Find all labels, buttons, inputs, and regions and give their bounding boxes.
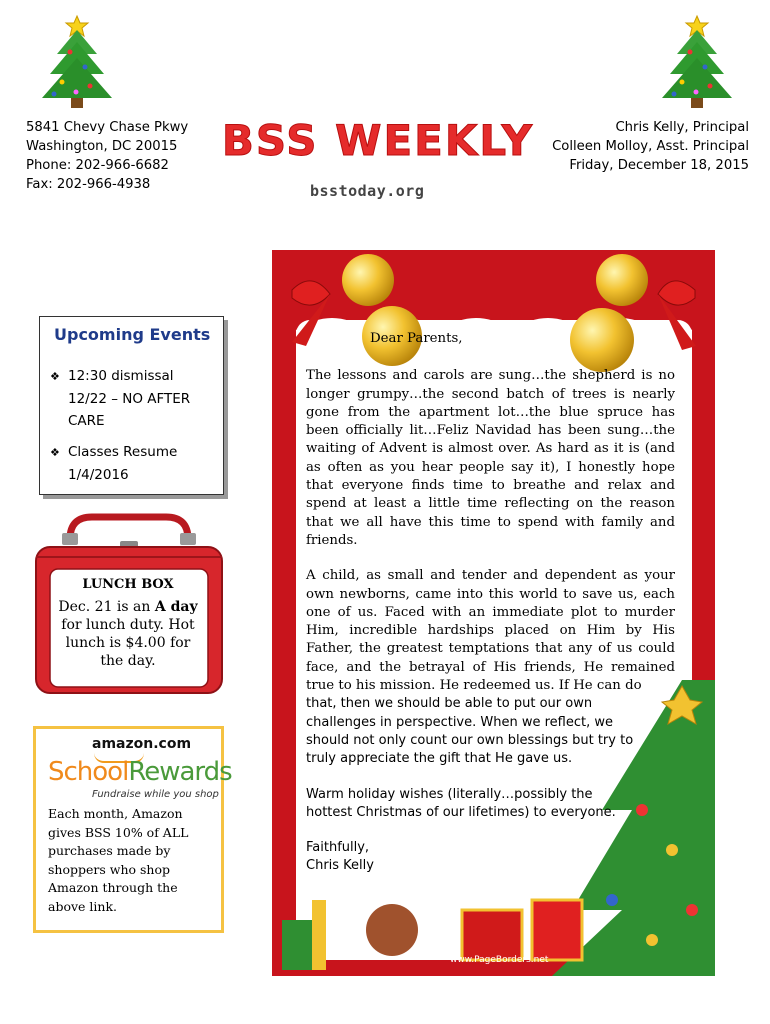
staff-and-date	[552, 118, 749, 175]
event-item	[50, 441, 177, 486]
event-text: 12/22 – NO AFTER	[68, 391, 191, 407]
rewards-word: Rewards	[128, 757, 232, 787]
event-text: Classes Resume	[68, 444, 178, 460]
school-address	[26, 118, 188, 194]
bullet-icon: ❖	[50, 446, 60, 459]
amazon-logo[interactable]: amazon.com	[92, 736, 192, 752]
lunch-day-type: A day	[154, 599, 198, 615]
amazon-rewards-box	[33, 726, 232, 933]
phone-line: Phone: 202-966-6682	[26, 158, 169, 173]
event-text: 12:30 dismissal	[68, 368, 174, 384]
newsletter-title: BSS WEEKLY	[221, 116, 535, 165]
website-link[interactable]: bsstoday.org	[310, 182, 425, 200]
border-watermark: www.PageBorders.net	[450, 955, 549, 965]
amazon-tagline: Fundraise while you shop	[92, 789, 219, 800]
school-word: School	[48, 757, 129, 787]
asst-principal-line: Colleen Molloy, Asst. Principal	[552, 139, 749, 154]
lunch-text	[52, 598, 204, 670]
letter-signature: Chris Kelly	[306, 858, 374, 874]
event-text: 1/4/2016	[68, 467, 129, 483]
address-line: 5841 Chevy Chase Pkwy	[26, 120, 189, 135]
lunch-heading: LUNCH BOX	[82, 577, 174, 592]
letter-closing: Faithfully,	[306, 840, 370, 856]
letter-paragraph: that, then we should be able to put our own challenges in perspective. When we reflect, we should not only count our own blessings but try to truly appreciate the gift that He gave us.	[306, 696, 634, 767]
fax-line: Fax: 202-966-4938	[26, 177, 151, 192]
event-text: CARE	[68, 413, 105, 429]
amazon-description: Each month, Amazon gives BSS 10% of ALL purchases made by shoppers who shop Amazon through the above link.	[48, 806, 189, 914]
school-rewards-logo[interactable]	[48, 757, 232, 787]
letter-paragraph: Warm holiday wishes (literally…possibly the hottest Christmas of our lifetimes) to everyone.	[306, 786, 616, 820]
address-line: Washington, DC 20015	[26, 139, 178, 154]
lunch-text-part: for lunch duty. Hot lunch is $4.00 for the day.	[61, 617, 195, 669]
issue-date: Friday, December 18, 2015	[569, 158, 749, 173]
lunch-text-part: Dec. 21 is an	[58, 599, 155, 615]
christmas-tree-left-icon	[32, 12, 122, 112]
letter-paragraph: A child, as small and tender and dependent as your own newborns, came into this world to save us, each one of us. Faced with an immediate plot to murder Him, incredible hardships placed on Him by His Father, the greatest temptations that any of us could face, and the betrayal of His friends, He remained true to his mission. He redeemed us. If He can do	[306, 568, 675, 694]
principal-line: Chris Kelly, Principal	[615, 120, 749, 135]
upcoming-events-box	[39, 316, 224, 495]
events-heading: Upcoming Events	[54, 325, 211, 344]
letter-paragraph: The lessons and carols are sung…the shepherd is no longer grumpy…the second batch of trees is nearly gone from the apartment lot…the blue spruce has been officially lit…Feliz Navidad has been sung…the waiting of Advent is almost over. As hard as it is (and as often as you hear people say it), I honestly hope that everyone finds time to breathe and relax and spend at least a little time reflecting on the reason that we all have this time to spend with family and friends.	[306, 368, 675, 548]
event-item	[50, 365, 190, 432]
letter-greeting: Dear Parents,	[370, 331, 463, 346]
principal-letter	[306, 330, 675, 876]
bullet-icon: ❖	[50, 370, 60, 383]
lunch-box-notice	[52, 577, 204, 670]
christmas-tree-right-icon	[652, 12, 742, 112]
